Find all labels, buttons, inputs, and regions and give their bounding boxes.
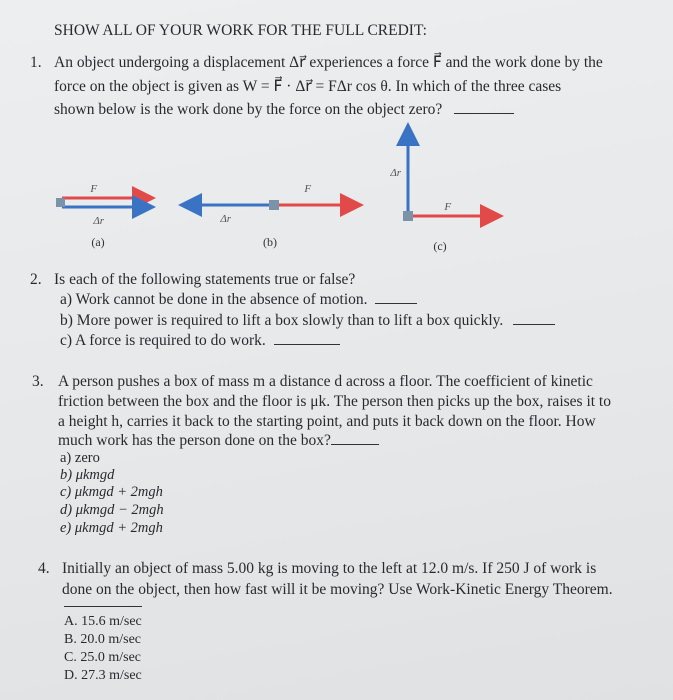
q2-statement-c [60,331,340,350]
q3-answer-blank[interactable] [331,432,379,445]
q2-prompt: Is each of the following statements true or false? [54,271,356,288]
q4-option-c[interactable]: C. 25.0 m/sec [64,650,141,665]
q3-line-2: friction between the box and the floor is μk. The person then picks up the box, raises it to [58,393,611,410]
case-b-label: (b) [263,235,277,249]
box-a [56,198,65,207]
q4-line-1: Initially an object of mass 5.00 kg is moving to the left at 12.0 m/s. If 250 J of work is [62,560,597,577]
q4-option-a[interactable]: A. 15.6 m/sec [64,614,142,629]
q2c-answer-blank[interactable] [274,332,340,345]
q2-statement-a-text: a) Work cannot be done in the absence of motion. [60,291,368,308]
q1-line-2: force on the object is given as W = F⃗ · Δr⃗ = FΔr cos θ. In which of the three cases [54,78,562,95]
disp-label-a: Δr⃗ [93,215,113,227]
q2b-answer-blank[interactable] [513,312,555,325]
q4-number: 4. [38,560,50,577]
q3-option-c[interactable]: c) μkmgd + 2mgh [60,484,163,500]
q3-line-3: a height h, carries it back to the starting point, and puts it back down on the floor. How [58,413,596,430]
disp-label-b: Δr⃗ [220,213,240,225]
case-c-label: (c) [433,239,447,253]
q3-option-d[interactable]: d) μkmgd − 2mgh [60,502,164,518]
force-label-c: F⃗ [444,201,460,213]
q1-answer-blank[interactable] [454,101,514,114]
case-a [56,183,150,227]
q3-line-4-text: much work has the person done on the box? [58,432,331,449]
q2-number: 2. [30,271,42,288]
case-b [184,183,358,225]
q3-option-e[interactable]: e) μkmgd + 2mgh [60,520,163,536]
case-c [389,128,498,221]
q1-line-3 [54,100,514,119]
q3-line-4 [58,431,379,450]
q1-line-1: An object undergoing a displacement Δr⃗ experiences a force F⃗ and the work done by the [54,54,603,71]
q4-answer-blank[interactable] [64,606,142,607]
q2-statement-b [60,311,555,330]
q3-line-1: A person pushes a box of mass m a distance d across a floor. The coefficient of kinetic [58,373,593,390]
q1-number: 1. [30,54,42,71]
q3-option-b[interactable]: b) μkmgd [60,467,115,483]
q4-line-2: done on the object, then how fast will it be moving? Use Work-Kinetic Energy Theorem. [62,581,613,598]
page-header: SHOW ALL OF YOUR WORK FOR THE FULL CREDIT: [54,22,427,39]
q2-statement-c-text: c) A force is required to do work. [60,332,266,349]
force-label-b: F⃗ [304,183,320,195]
force-label-a: F⃗ [90,183,106,195]
disp-label-c: Δr⃗ [390,167,410,179]
q3-option-a[interactable]: a) zero [60,450,100,466]
q1-line-3-text: shown below is the work done by the force on the object zero? [54,101,443,118]
q2-statement-b-text: b) More power is required to lift a box slowly than to lift a box quickly. [60,312,504,329]
q4-option-b[interactable]: B. 20.0 m/sec [64,632,141,647]
case-a-label: (a) [91,235,105,249]
q2a-answer-blank[interactable] [375,291,417,304]
work-cases-figure [40,118,520,258]
box-c [403,211,413,221]
box-b [269,200,279,210]
q4-option-d[interactable]: D. 27.3 m/sec [64,668,142,683]
q2-statement-a [60,290,417,309]
q3-number: 3. [32,373,44,390]
